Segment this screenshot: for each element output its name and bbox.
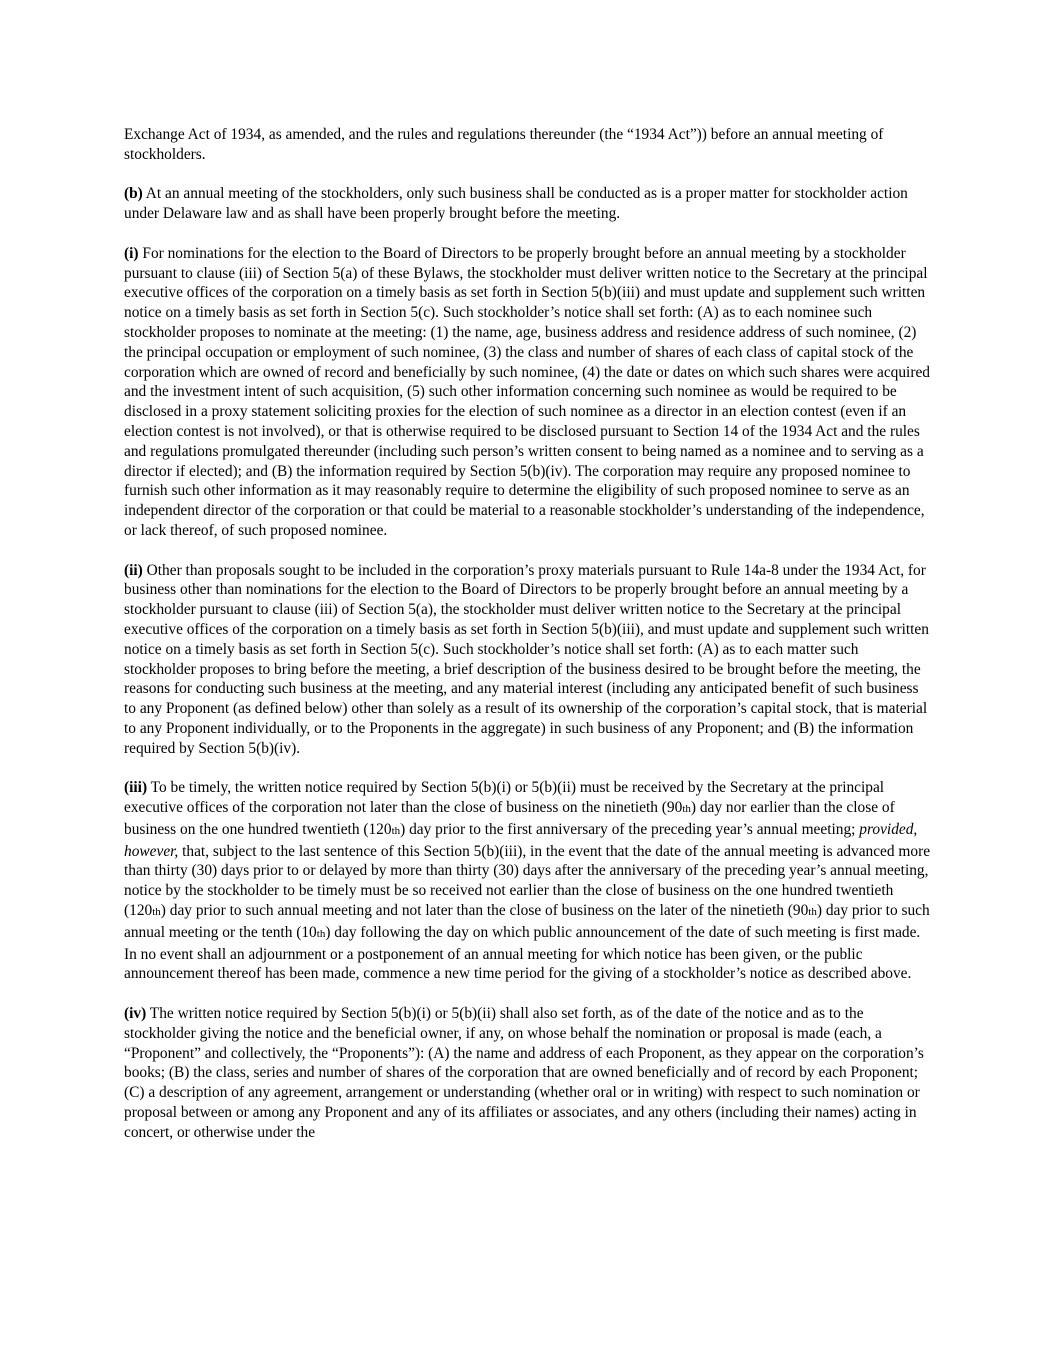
ordinal-suffix: th (682, 803, 691, 816)
paragraph-iii-text-2: ) day nor earlier than the close of business on the one hundred twentieth (120 (124, 799, 895, 838)
paragraph-iii-italic-proviso: provided, however, (124, 820, 918, 860)
paragraph-ii-text: Other than proposals sought to be included in the corporation’s proxy materials pursuant to Rule 14a-8 under the 1934 Act, for business other than nominations for the election to the Board of Directors to be properly brought before an annual meeting by a stockholder pursuant to clause (iii) of Section 5(a), the stockholder must deliver written notice to the Secretary at the principal executive offices of the corporation on a timely basis as set forth in Section 5(b)(iii), and must update and supplement such written notice on a timely basis as set forth in Section 5(c). Such stockholder’s notice shall set forth: (A) as to each matter such stockholder proposes to bring before the meeting, a brief description of the business desired to be brought before the meeting, the reasons for conducting such business at the meeting, and any material interest (including any anticipated benefit of such business to any Proponent (as defined below) other than solely as a result of its ownership of the corporation’s capital stock, that is material to any Proponent individually, or to the Proponents in the aggregate) in such business of any Proponent; and (B) the information required by Section 5(b)(iv). (124, 561, 929, 757)
ordinal-suffix: th (316, 927, 326, 940)
paragraph-ii (124, 561, 932, 759)
paragraph-iii-text-6: ) day prior to such annual meeting or the tenth (10 (124, 902, 930, 941)
paragraph-ii-label: (ii) (124, 561, 143, 579)
paragraph-iv-label: (iv) (124, 1005, 147, 1023)
paragraph-iii-text-3: ) day prior to the first anniversary of the preceding year’s annual meeting; (400, 820, 860, 838)
paragraph-iii-text-1: To be timely, the written notice required by Section 5(b)(i) or 5(b)(ii) must be received by the Secretary at the principal executive offices of the corporation not later than the close of business on the ninetieth (90 (124, 779, 885, 817)
paragraph-iii-text-7: ) day following the day on which public announcement of the date of such meeting is first made. In no event shall an adjournment or a postponement of an annual meeting for which notice has been given, or the public announcement thereof has been made, commence a new time period for the giving of a stockholder’s notice as described above. (124, 923, 921, 983)
paragraph-iii (124, 778, 932, 984)
paragraph-iii-text-4: that, subject to the last sentence of this Section 5(b)(iii), in the event that the date of the annual meeting is advanced more than thirty (30) days prior to or delayed by more than thirty (30) days after the anniversary of the preceding year’s annual meeting, notice by the stockholder to be timely must be so received not earlier than the close of business on the one hundred twentieth (120 (124, 842, 931, 920)
paragraph-iii-label: (iii) (124, 779, 148, 797)
ordinal-suffix: th (808, 906, 817, 919)
paragraph-intro (124, 125, 932, 165)
paragraph-b-label: (b) (124, 185, 143, 203)
paragraph-i-text: For nominations for the election to the Board of Directors to be properly brought before an annual meeting by a stockholder pursuant to clause (iii) of Section 5(a) of these Bylaws, the stockholder must deliver written notice to the Secretary at the principal executive offices of the corporation on a timely basis as set forth in Section 5(b)(iii) and must update and supplement such written notice on a timely basis as set forth in Section 5(c). Such stockholder’s notice shall set forth: (A) as to each nominee such stockholder proposes to nominate at the meeting: (1) the name, age, business address and residence address of such nominee, (2) the principal occupation or employment of such nominee, (3) the class and number of shares of each class of capital stock of the corporation which are owned of record and beneficially by such nominee, (4) the date or dates on which such shares were acquired and the investment intent of such acquisition, (5) such other information concerning such nominee as would be required to be disclosed in a proxy statement soliciting proxies for the election of such nominee as a director in an election contest (even if an election contest is not involved), or that is otherwise required to be disclosed pursuant to Section 14 of the 1934 Act and the rules and regulations promulgated thereunder (including such person’s written consent to being named as a nominee and to serving as a director if elected); and (B) the information required by Section 5(b)(iv). The corporation may require any proposed nominee to furnish such other information as it may reasonably require to determine the eligibility of such proposed nominee to serve as an independent director of the corporation or that could be material to a reasonable stockholder’s understanding of the independence, or lack thereof, of such proposed nominee. (124, 244, 930, 539)
document-page (124, 125, 932, 1143)
paragraph-iv-text: The written notice required by Section 5(b)(i) or 5(b)(ii) shall also set forth, as of the date of the notice and as to the stockholder giving the notice and the beneficial owner, if any, on whose behalf the nomination or proposal is made (each, a “Proponent” and collectively, the “Proponents”): (A) the name and address of each Proponent, as they appear on the corporation’s books; (B) the class, series and number of shares of the corporation that are owned beneficially and of record by each Proponent; (C) a description of any agreement, arrangement or understanding (whether oral or in writing) with respect to such nomination or proposal between or among any Proponent and any of its affiliates or associates, and any others (including their names) acting in concert, or otherwise under the (124, 1005, 924, 1141)
paragraph-intro-text: Exchange Act of 1934, as amended, and the rules and regulations thereunder (the “1934 Act”)) before an annual meeting of stockholders. (124, 126, 884, 163)
ordinal-suffix: th (152, 906, 161, 919)
paragraph-i-label: (i) (124, 244, 139, 262)
paragraph-iv (124, 1004, 932, 1143)
paragraph-i (124, 244, 932, 541)
ordinal-suffix: th (391, 824, 401, 837)
paragraph-b-text: At an annual meeting of the stockholders, only such business shall be conducted as is a proper matter for stockholder action under Delaware law and as shall have been properly brought before the meeting. (124, 185, 908, 223)
paragraph-b (124, 184, 932, 224)
paragraph-iii-text-5: ) day prior to such annual meeting and not later than the close of business on the later of the ninetieth (90 (160, 902, 809, 920)
